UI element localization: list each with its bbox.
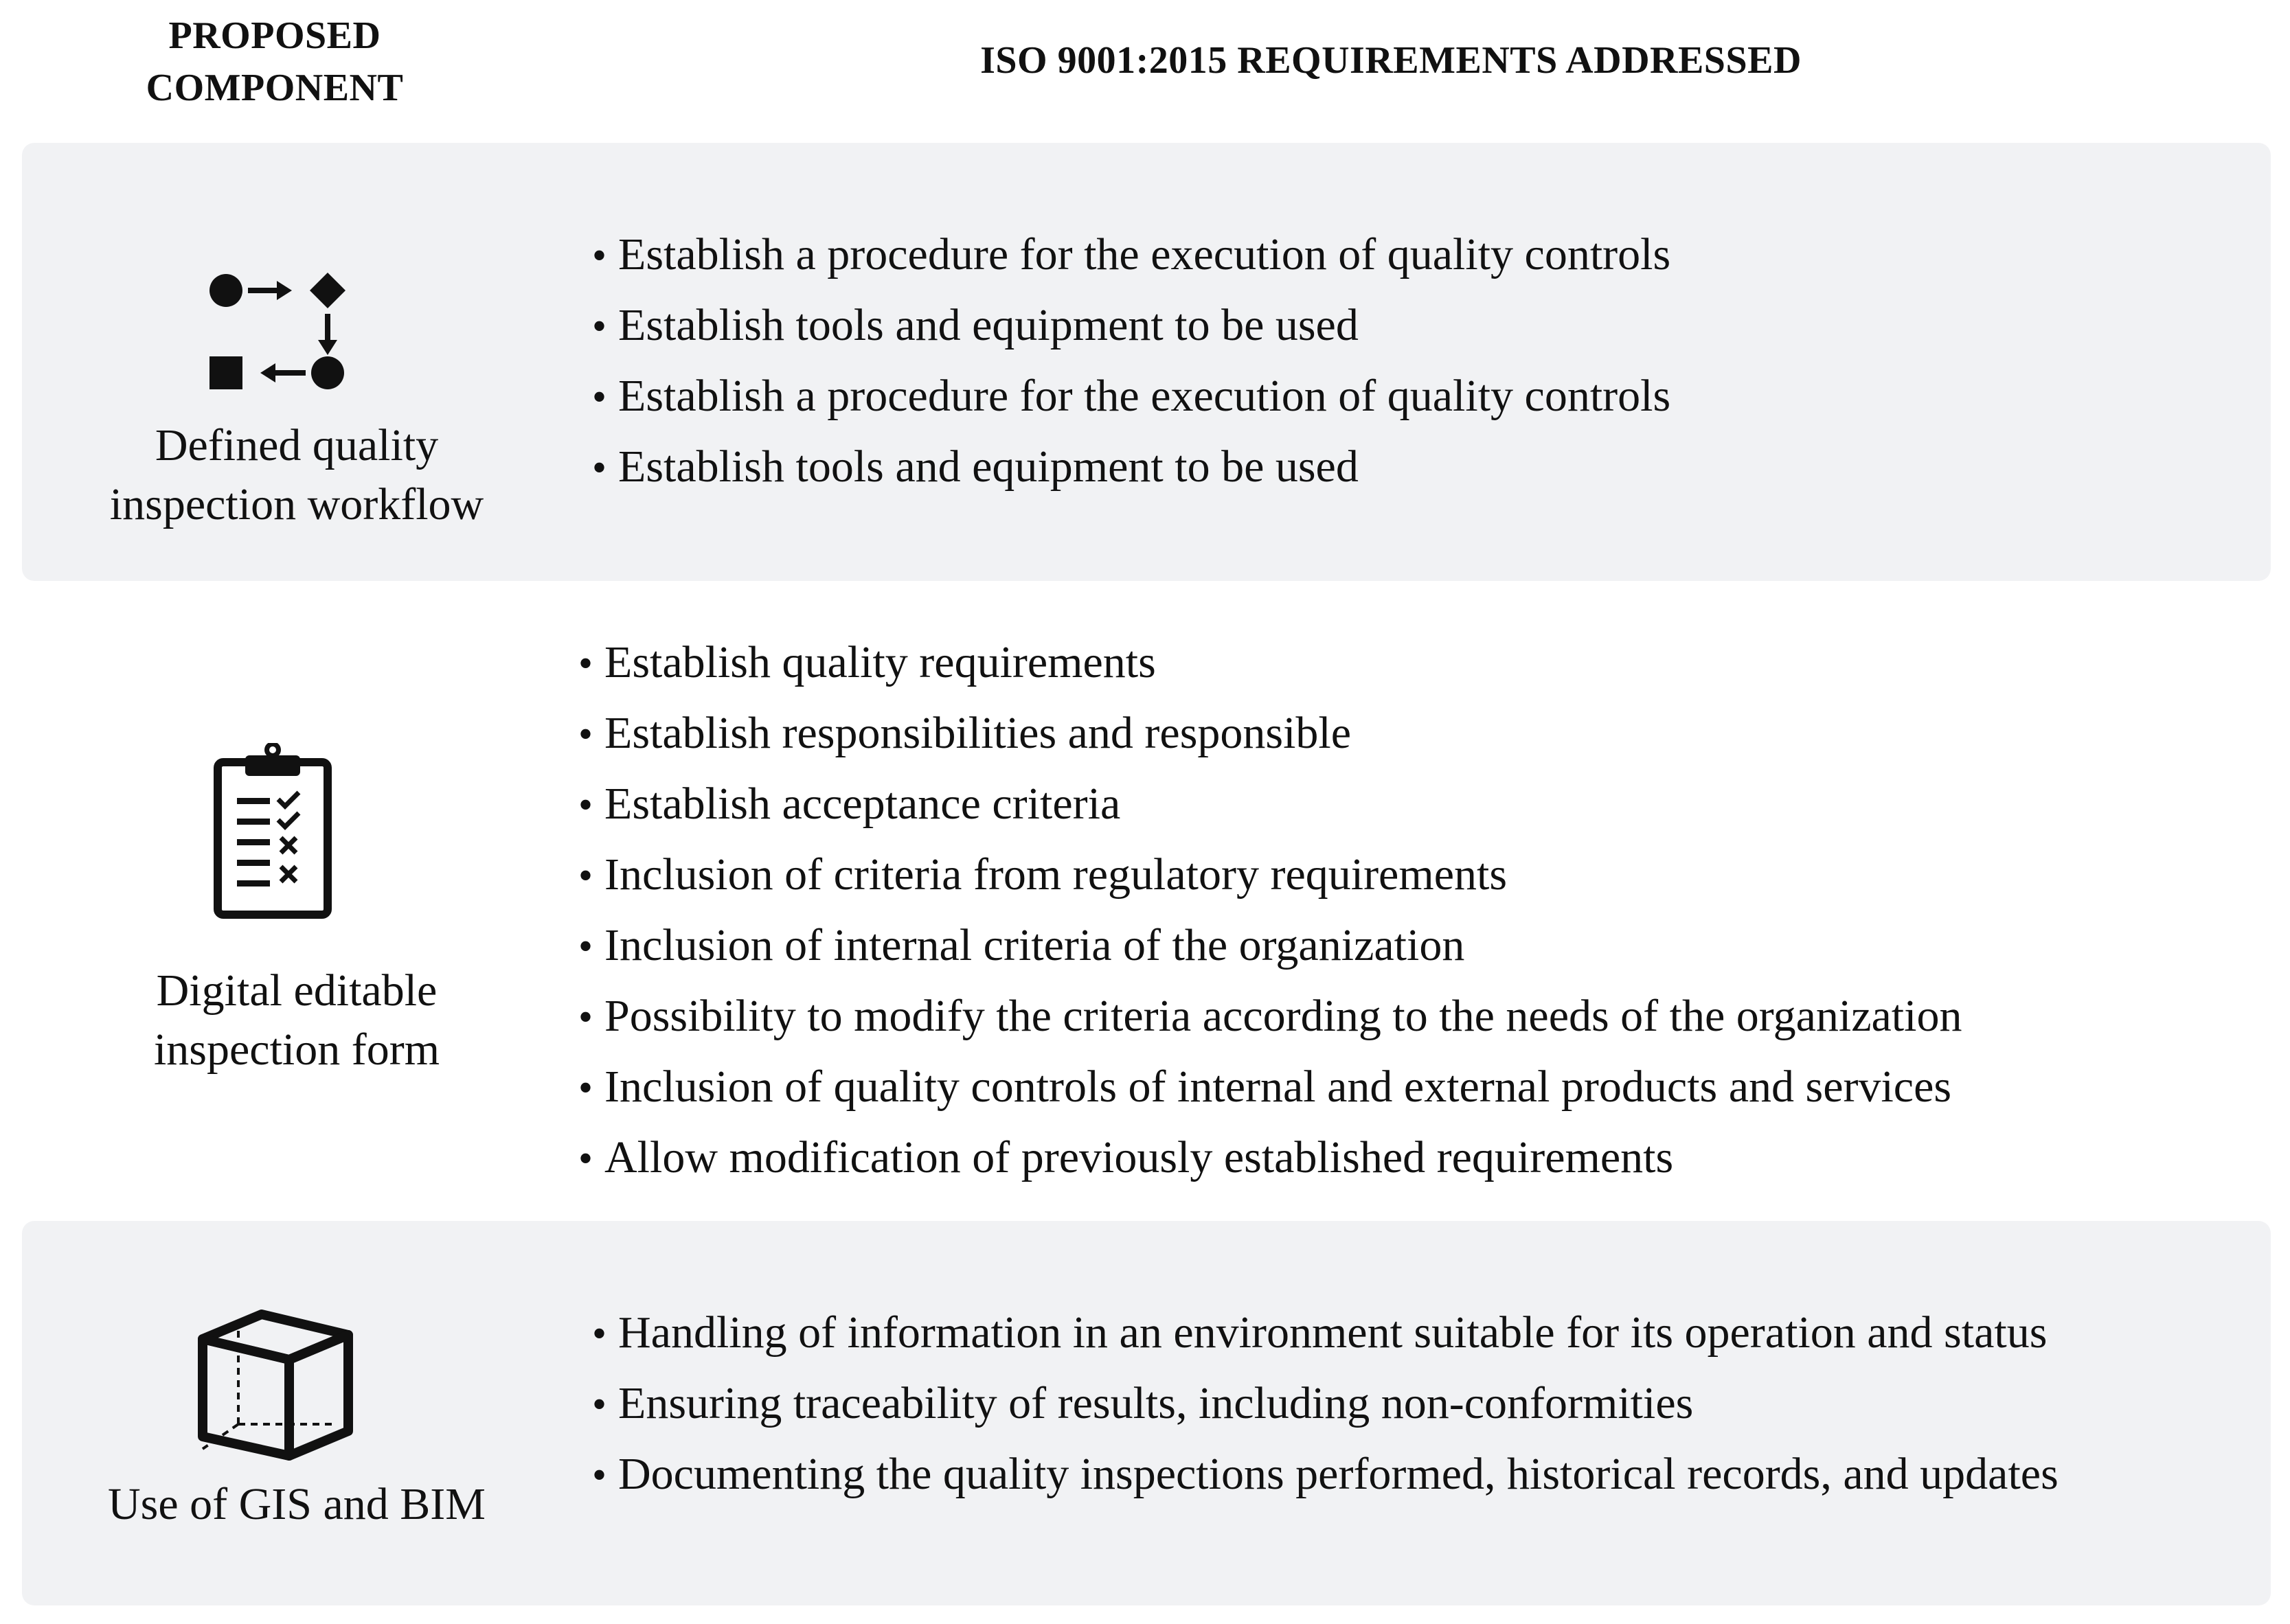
list-item: • Documenting the quality inspections performed, historical records, and updates: [592, 1439, 2059, 1510]
component-label: [43, 416, 551, 534]
requirements-list: [578, 628, 1962, 1193]
list-item: • Establish acceptance criteria: [578, 769, 1962, 840]
list-item: • Inclusion of criteria from regulatory requirements: [578, 840, 1962, 911]
proposed-component-header: [69, 10, 481, 114]
workflow-icon: [204, 263, 369, 400]
list-item: • Establish responsibilities and responsible: [578, 698, 1962, 769]
label-line: Defined quality: [155, 420, 439, 470]
requirements-list: [592, 220, 1670, 503]
list-item: • Handling of information in an environment suitable for its operation and status: [592, 1298, 2059, 1369]
list-item: • Establish tools and equipment to be used: [592, 432, 1670, 503]
list-item: • Inclusion of quality controls of internal and external products and services: [578, 1052, 1962, 1123]
requirements-header: ISO 9001:2015 REQUIREMENTS ADDRESSED: [980, 39, 1802, 82]
row-workflow: [22, 143, 2271, 581]
list-item: • Establish a procedure for the execution of quality controls: [592, 361, 1670, 432]
label-line: inspection workflow: [109, 479, 484, 529]
list-item: • Establish quality requirements: [578, 628, 1962, 698]
list-item: • Possibility to modify the criteria according to the needs of the organization: [578, 981, 1962, 1052]
requirements-list: [592, 1298, 2059, 1510]
row-inspection-form: [22, 599, 2271, 1198]
header-line-1: PROPOSED: [168, 14, 381, 57]
list-item: • Ensuring traceability of results, including non-conformities: [592, 1369, 2059, 1439]
list-item: • Establish a procedure for the execution of quality controls: [592, 220, 1670, 290]
cube-icon: [190, 1296, 362, 1461]
component-label: [43, 961, 551, 1079]
label-line: Digital editable: [156, 965, 438, 1016]
row-gis-bim: [22, 1221, 2271, 1605]
label-line: Use of GIS and BIM: [108, 1479, 486, 1529]
component-label: [43, 1475, 551, 1534]
header-line-2: COMPONENT: [146, 67, 404, 109]
clipboard-checklist-icon: [197, 743, 348, 928]
label-line: inspection form: [153, 1025, 440, 1075]
list-item: • Establish tools and equipment to be used: [592, 290, 1670, 361]
list-item: • Inclusion of internal criteria of the organization: [578, 911, 1962, 981]
list-item: • Allow modification of previously established requirements: [578, 1123, 1962, 1193]
